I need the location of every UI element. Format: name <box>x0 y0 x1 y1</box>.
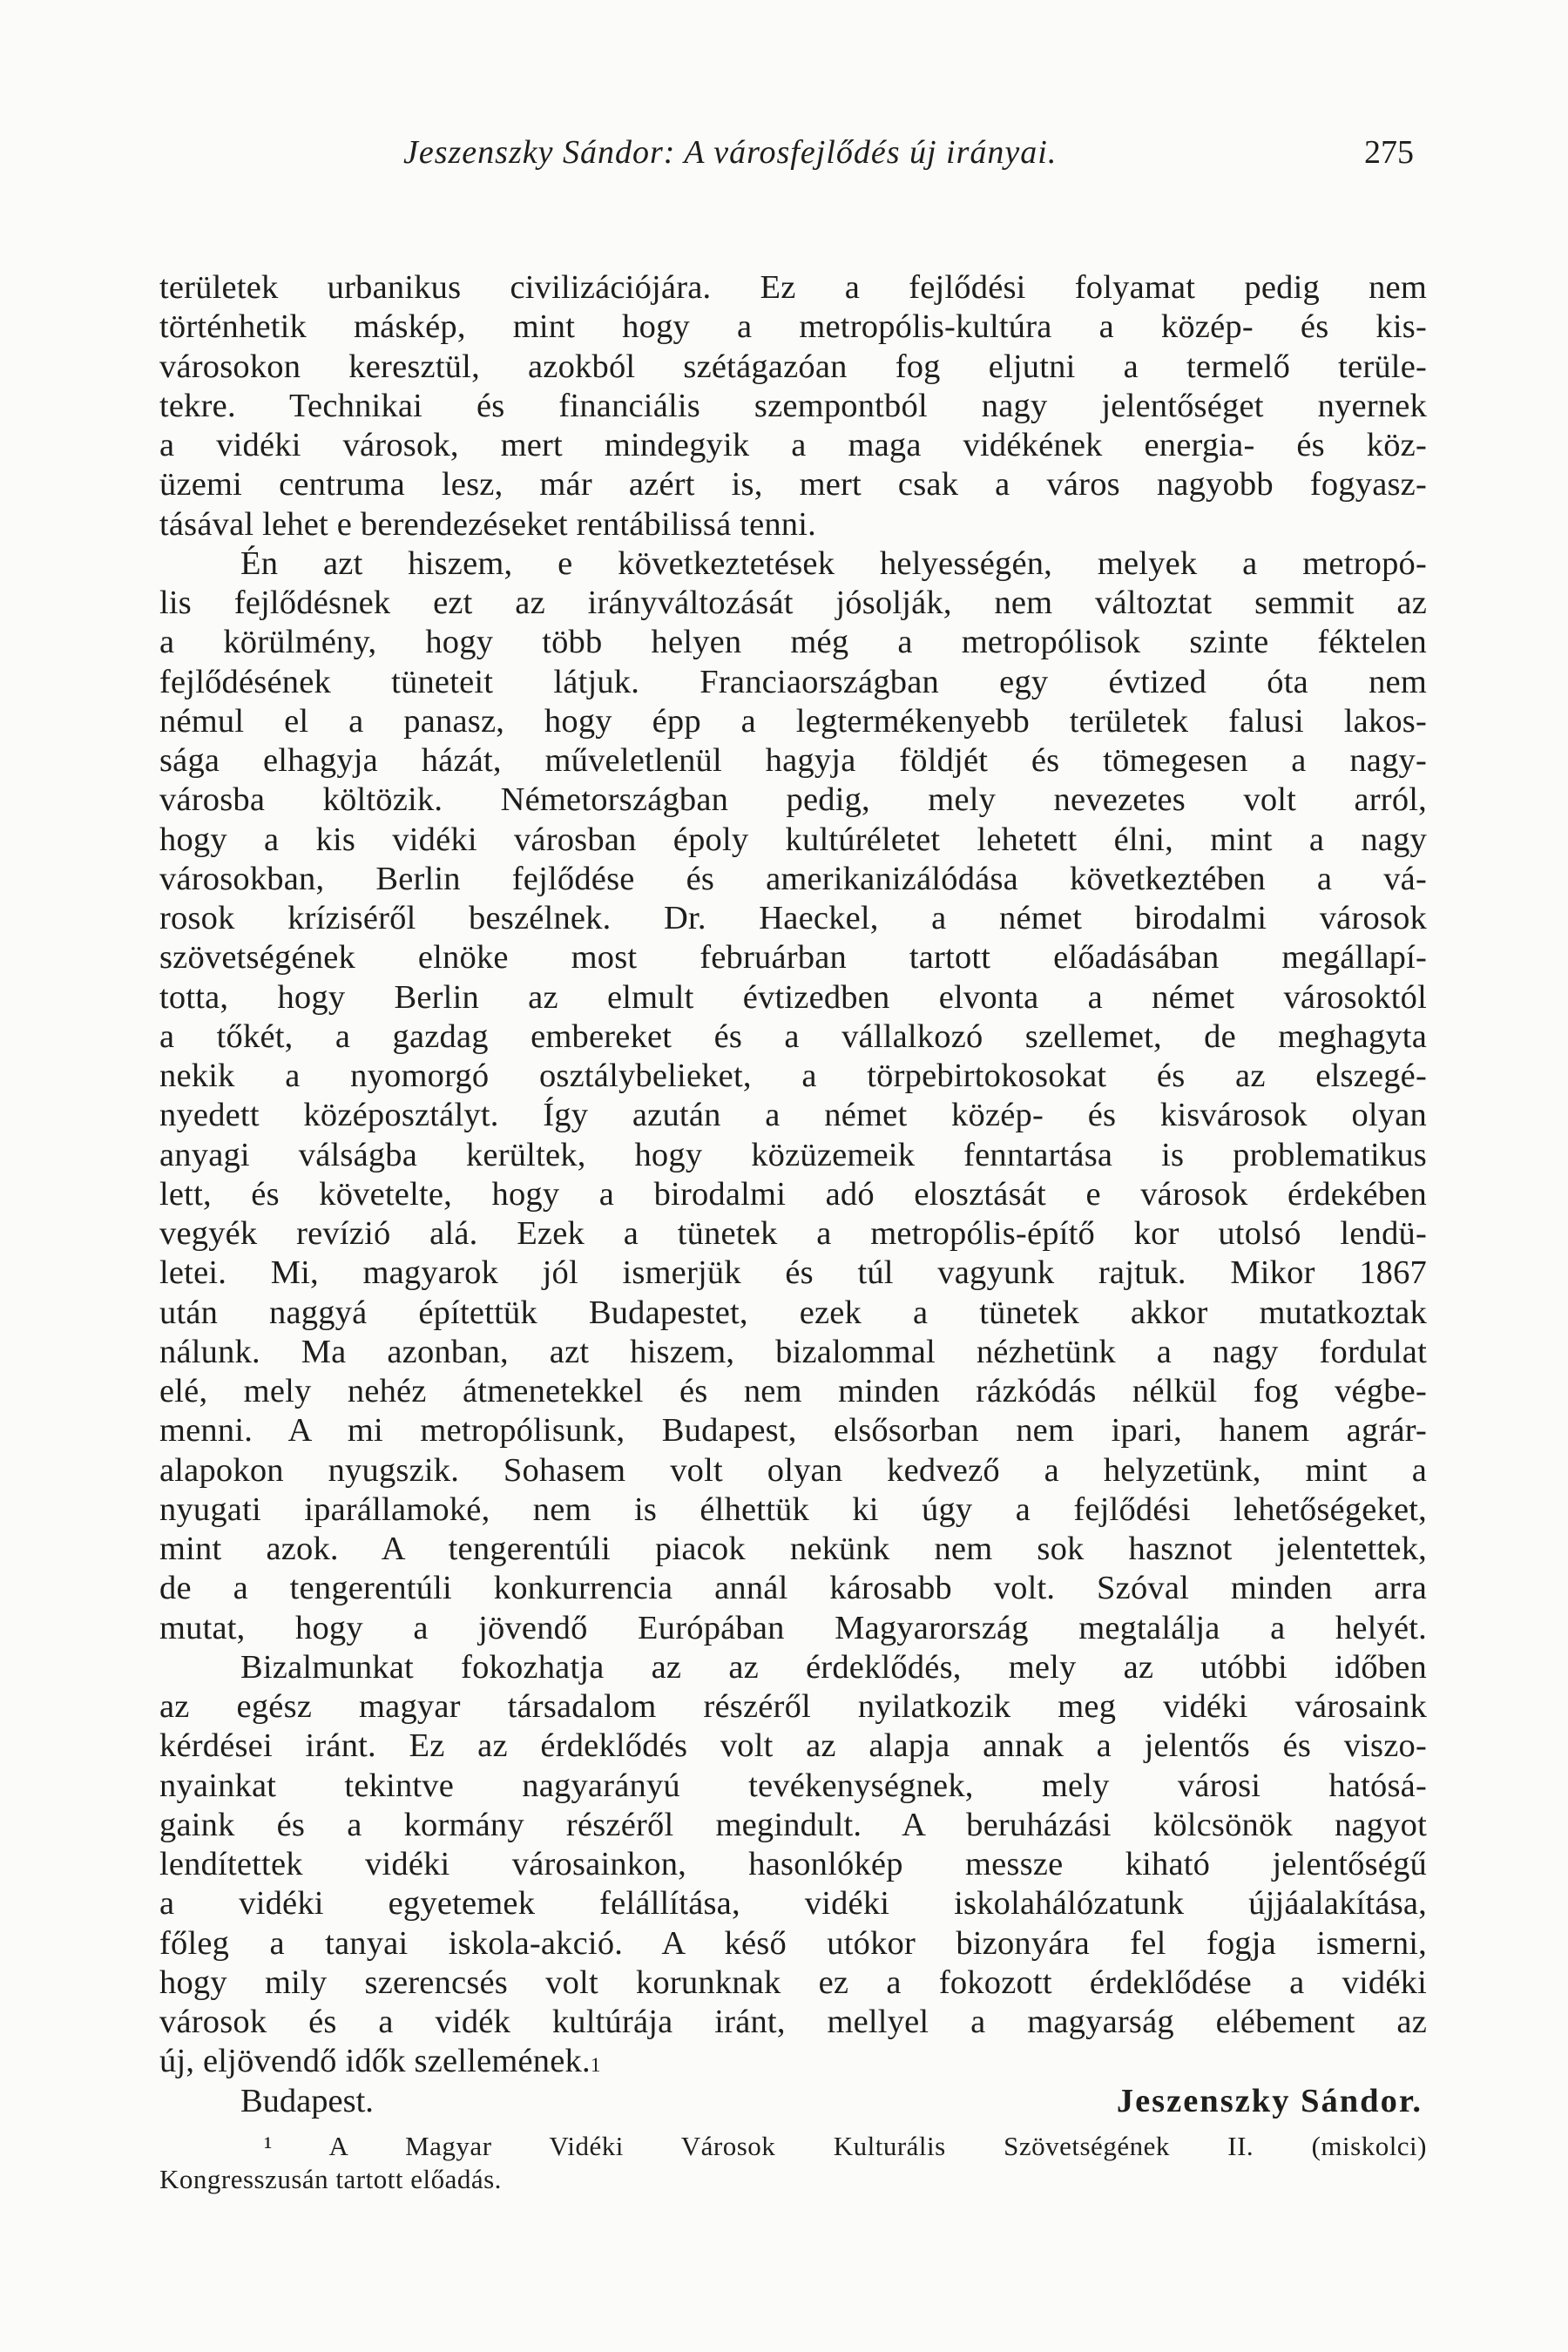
running-header <box>159 133 1414 186</box>
text-line-content: mint azok. A tengerentúli piacok nekünk nem sok hasznot jelentettek, <box>159 1531 1427 1567</box>
text-line <box>159 1096 1427 1135</box>
text-line-content: városokban, Berlin fejlődése és amerikanizálódása következtében a vá- <box>159 860 1427 897</box>
footnote-line: ¹ A Magyar Vidéki Városok Kulturális Szövetségének II. (miskolci) <box>264 2131 1427 2161</box>
text-line <box>159 1372 1427 1411</box>
text-line <box>159 348 1427 387</box>
text-line <box>159 1530 1427 1569</box>
text-line <box>159 1806 1427 1845</box>
page-number: 275 <box>1364 134 1414 171</box>
text-line-content: üzemi centruma lesz, már azért is, mert csak a város nagyobb fogyasz- <box>159 466 1427 504</box>
text-line-content: de a tengerentúli konkurrencia annál károsabb volt. Szóval minden arra <box>159 1570 1427 1607</box>
text-line-content: nyainkat tekintve nagyarányú tevékenységnek, mely városi hatósá- <box>159 1767 1427 1804</box>
text-line-content: a vidéki egyetemek felállítása, vidéki iskolahálózatunk újjáalakítása, <box>159 1885 1427 1923</box>
text-line-content: városba költözik. Németországban pedig, mely nevezetes volt arról, <box>159 781 1427 819</box>
text-line <box>159 505 1427 544</box>
text-line <box>159 1294 1427 1333</box>
text-line-content: lis fejlődésnek ezt az irányváltozását jósolják, nem változtat semmit az <box>159 585 1427 621</box>
text-line-content: fejlődésének tüneteit látjuk. Franciaországban egy évtized óta nem <box>159 663 1427 700</box>
text-line-content: a vidéki városok, mert mindegyik a maga vidékének energia- és köz- <box>159 427 1427 463</box>
text-line <box>159 465 1427 504</box>
text-line-content: menni. A mi metropólisunk, Budapest, elsősorban nem ipari, hanem agrár- <box>159 1412 1427 1450</box>
text-line-content: kérdései iránt. Ez az érdeklődés volt az alapja annak a jelentős és viszo- <box>159 1727 1427 1765</box>
text-line <box>159 1411 1427 1450</box>
text-line-content: történhetik máskép, mint hogy a metropólis-kultúra a közép- és kis- <box>159 308 1427 346</box>
text-line <box>159 1569 1427 1608</box>
text-line <box>159 1609 1427 1648</box>
author-signature: Jeszenszky Sándor. <box>1116 2082 1423 2119</box>
text-line <box>159 544 1427 584</box>
text-line-content: letei. Mi, magyarok jól ismerjük és túl vagyunk rajtuk. Mikor 1867 <box>159 1254 1427 1292</box>
text-line <box>159 308 1427 347</box>
text-line <box>159 938 1427 977</box>
footnote-line: Kongresszusán tartott előadás. <box>159 2164 502 2194</box>
text-line <box>159 1017 1427 1057</box>
text-line-content: mutat, hogy a jövendő Európában Magyarország megtalálja a helyét. <box>159 1609 1427 1646</box>
text-line-content: nekik a nyomorgó osztálybelieket, a törpebirtokosokat és az elszegé- <box>159 1058 1427 1094</box>
text-line <box>159 1136 1427 1175</box>
text-line-content: totta, hogy Berlin az elmult évtizedben elvonta a német városoktól <box>159 978 1427 1016</box>
signature-line <box>159 2082 1427 2121</box>
place-name: Budapest. <box>240 2082 374 2119</box>
text-line <box>159 1687 1427 1727</box>
text-line <box>159 1254 1427 1293</box>
text-line <box>159 663 1427 702</box>
text-line-content: Bizalmunkat fokozhatja az az érdeklődés, mely az utóbbi időben <box>240 1648 1427 1686</box>
text-line-content: hogy a kis vidéki városban époly kultúréletet lehetett élni, mint a nagy <box>159 821 1427 858</box>
text-line-content: nyugati iparállamoké, nem is élhettük ki úgy a fejlődési lehetőségeket, <box>159 1490 1427 1528</box>
text-line <box>159 1175 1427 1214</box>
text-line <box>159 1963 1427 2003</box>
text-line <box>159 623 1427 662</box>
text-line-content: szövetségének elnöke most februárban tartott előadásában megállapí- <box>159 939 1427 977</box>
text-line <box>159 741 1427 781</box>
text-line <box>159 1214 1427 1254</box>
text-line <box>159 781 1427 820</box>
footnote-ref: 1 <box>590 2053 601 2077</box>
text-line <box>159 268 1427 308</box>
text-line <box>159 387 1427 426</box>
text-line <box>159 584 1427 623</box>
text-line <box>159 1767 1427 1806</box>
text-line <box>159 426 1427 465</box>
text-line <box>159 1648 1427 1687</box>
text-line-content: lett, és követelte, hogy a birodalmi adó elosztását e városok érdekében <box>159 1175 1427 1213</box>
text-line <box>159 702 1427 741</box>
text-line-content: rosok kríziséről beszélnek. Dr. Haeckel, a német birodalmi városok <box>159 900 1427 936</box>
body-text <box>159 268 1427 2121</box>
footnotes <box>159 2130 1427 2196</box>
text-line-content: főleg a tanyai iskola-akció. A késő utókor bizonyára fel fogja ismerni, <box>159 1924 1427 1962</box>
text-line <box>159 1451 1427 1490</box>
text-line-content: városokon keresztül, azokból szétágazóan fog eljutni a termelő terüle- <box>159 348 1427 385</box>
text-line <box>159 2042 1427 2081</box>
text-line <box>159 1727 1427 1766</box>
text-line-content: városok és a vidék kultúrája iránt, mellyel a magyarság elébement az <box>159 2004 1427 2040</box>
text-line-content: tekre. Technikai és financiális szempontból nagy jelentőséget nyernek <box>159 387 1427 424</box>
text-line <box>159 899 1427 938</box>
text-line-content: az egész magyar társadalom részéről nyilatkozik meg vidéki városaink <box>159 1688 1427 1725</box>
running-title: Jeszenszky Sándor: A városfejlődés új irányai. <box>403 134 1058 171</box>
text-line-content: nyedett középosztályt. Így azután a német közép- és kisvárosok olyan <box>159 1097 1427 1134</box>
text-line <box>159 1924 1427 1963</box>
text-line <box>159 821 1427 860</box>
text-line-content: Én azt hiszem, e következtetések helyességén, melyek a metropó- <box>240 544 1427 582</box>
text-line <box>159 1845 1427 1884</box>
text-line-content: gaink és a kormány részéről megindult. A beruházási kölcsönök nagyot <box>159 1806 1427 1843</box>
text-line-content: vegyék revízió alá. Ezek a tünetek a metropólis-építő kor utolsó lendü- <box>159 1215 1427 1252</box>
text-line-content: a körülmény, hogy több helyen még a metropólisok szinte féktelen <box>159 624 1427 661</box>
text-line <box>159 978 1427 1017</box>
text-line-content: némul el a panasz, hogy épp a legtermékenyebb területek falusi lakos- <box>159 702 1427 740</box>
text-line-content: elé, mely nehéz átmenetekkel és nem minden rázkódás nélkül fog végbe- <box>159 1373 1427 1409</box>
text-line <box>159 860 1427 899</box>
text-line <box>159 1057 1427 1096</box>
text-line-content: sága elhagyja házát, műveletlenül hagyja földjét és tömegesen a nagy- <box>159 742 1427 779</box>
text-line-content: tásával lehet e berendezéseket rentábilissá tenni. <box>159 505 816 543</box>
text-line-content: területek urbanikus civilizációjára. Ez a fejlődési folyamat pedig nem <box>159 269 1427 306</box>
text-line-content: anyagi válságba kerültek, hogy közüzemeik fenntartása is problematikus <box>159 1136 1427 1173</box>
text-line-content: hogy mily szerencsés volt korunknak ez a fokozott érdeklődése a vidéki <box>159 1963 1427 2001</box>
text-line-content: új, eljövendő idők szellemének. <box>159 2043 591 2080</box>
text-line-content: után naggyá építettük Budapestet, ezek a tünetek akkor mutatkoztak <box>159 1294 1427 1331</box>
text-line <box>159 1333 1427 1372</box>
text-line <box>159 2003 1427 2042</box>
text-line-content: alapokon nyugszik. Sohasem volt olyan kedvező a helyzetünk, mint a <box>159 1451 1427 1489</box>
text-line <box>159 1490 1427 1530</box>
text-line-content: nálunk. Ma azonban, azt hiszem, bizalommal nézhetünk a nagy fordulat <box>159 1333 1427 1370</box>
text-line-content: a tőkét, a gazdag embereket és a vállalkozó szellemet, de meghagyta <box>159 1017 1427 1055</box>
text-line-content: lendítettek vidéki városainkon, hasonlókép messze kiható jelentőségű <box>159 1846 1427 1882</box>
text-line <box>159 1884 1427 1923</box>
